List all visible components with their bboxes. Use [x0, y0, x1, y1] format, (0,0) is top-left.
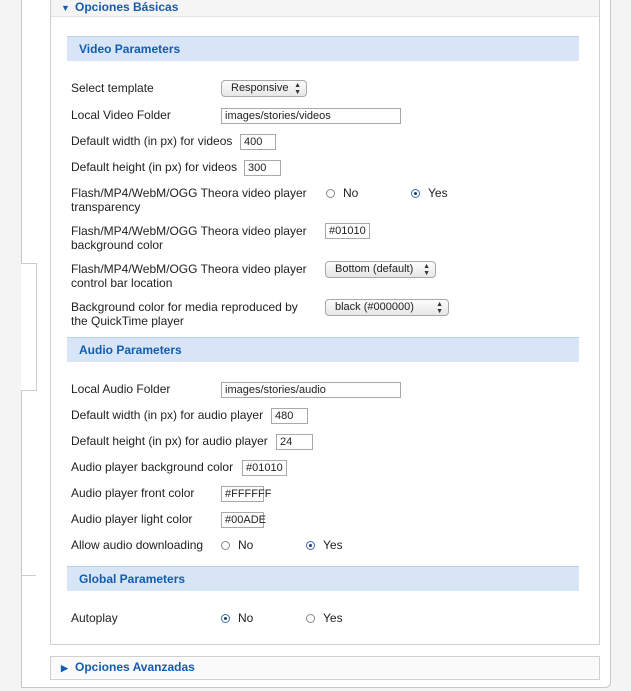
- updown-arrows-icon: ▲ ▼: [294, 82, 301, 96]
- local-audio-folder-input[interactable]: images/stories/audio: [221, 382, 401, 398]
- autoplay-no-label: No: [238, 611, 254, 625]
- quicktime-bg-value: black (#000000): [335, 301, 414, 313]
- controlbar-label-line2: control bar location: [71, 276, 173, 290]
- local-video-folder-label: Local Video Folder: [71, 108, 171, 122]
- autoplay-yes-option[interactable]: [306, 611, 343, 625]
- radio-on-icon[interactable]: [306, 541, 315, 550]
- global-parameters-header: Global Parameters: [67, 566, 579, 591]
- video-bgcolor-input[interactable]: #01010: [325, 223, 370, 239]
- divider: [22, 575, 36, 576]
- audio-bgcolor-label: Audio player background color: [71, 460, 234, 474]
- audio-width-label: Default width (in px) for audio player: [71, 408, 264, 422]
- quicktime-bg-label-line1: Background color for media reproduced by: [71, 300, 298, 314]
- audio-parameters-header: Audio Parameters: [67, 337, 579, 362]
- basic-options-toggle[interactable]: [51, 0, 599, 17]
- transparency-label-line2: transparency: [71, 200, 141, 214]
- radio-on-icon[interactable]: [221, 614, 230, 623]
- collapsed-triangle-icon: ▶: [61, 663, 68, 673]
- basic-options-section: [50, 0, 600, 645]
- controlbar-label: [71, 262, 307, 290]
- download-yes-label: Yes: [323, 538, 343, 552]
- autoplay-yes-label: Yes: [323, 611, 343, 625]
- radio-off-icon[interactable]: [221, 541, 230, 550]
- left-frame: [21, 263, 37, 391]
- video-bgcolor-label-line1: Flash/MP4/WebM/OGG Theora video player: [71, 224, 307, 238]
- audio-width-input[interactable]: 480: [271, 408, 308, 424]
- download-no-label: No: [238, 538, 254, 552]
- allow-download-label: Allow audio downloading: [71, 538, 204, 552]
- transparency-label: [71, 186, 307, 214]
- controlbar-label-line1: Flash/MP4/WebM/OGG Theora video player: [71, 262, 307, 276]
- updown-arrows-icon: ▲ ▼: [436, 301, 443, 315]
- audio-height-input[interactable]: 24: [276, 434, 313, 450]
- basic-options-title: Opciones Básicas: [75, 0, 179, 14]
- audio-light-color-label: Audio player light color: [71, 512, 193, 526]
- updown-arrows-icon: ▲ ▼: [423, 263, 430, 277]
- transparency-yes-label: Yes: [428, 186, 448, 200]
- default-video-width-input[interactable]: 400: [240, 134, 276, 150]
- expanded-triangle-icon: ▼: [61, 3, 70, 13]
- local-video-folder-input[interactable]: images/stories/videos: [221, 108, 401, 124]
- video-bgcolor-label: [71, 224, 307, 252]
- default-video-height-label: Default height (in px) for videos: [71, 160, 238, 174]
- audio-bgcolor-input[interactable]: #01010: [242, 460, 287, 476]
- audio-height-label: Default height (in px) for audio player: [71, 434, 268, 448]
- quicktime-bg-label: [71, 300, 298, 328]
- advanced-options-section: [50, 656, 600, 680]
- local-audio-folder-label: Local Audio Folder: [71, 382, 171, 396]
- transparency-no-label: No: [343, 186, 359, 200]
- audio-light-color-input[interactable]: #00ADE: [221, 512, 264, 528]
- advanced-options-toggle[interactable]: [51, 657, 599, 678]
- transparency-no-option[interactable]: [326, 186, 358, 200]
- quicktime-bg-label-line2: the QuickTime player: [71, 314, 184, 328]
- autoplay-label: Autoplay: [71, 611, 118, 625]
- radio-on-icon[interactable]: [411, 189, 420, 198]
- radio-off-icon[interactable]: [326, 189, 335, 198]
- quicktime-bg-dropdown[interactable]: [325, 299, 449, 316]
- select-template-label: Select template: [71, 81, 154, 95]
- controlbar-value: Bottom (default): [335, 263, 414, 275]
- autoplay-no-option[interactable]: [221, 611, 253, 625]
- download-no-option[interactable]: [221, 538, 253, 552]
- advanced-options-title: Opciones Avanzadas: [75, 660, 195, 674]
- audio-front-color-label: Audio player front color: [71, 486, 195, 500]
- video-parameters-header: Video Parameters: [67, 36, 579, 61]
- default-video-width-label: Default width (in px) for videos: [71, 134, 233, 148]
- video-bgcolor-label-line2: background color: [71, 238, 164, 252]
- audio-front-color-input[interactable]: #FFFFFF: [221, 486, 264, 502]
- select-template-dropdown[interactable]: [221, 80, 307, 97]
- default-video-height-input[interactable]: 300: [244, 160, 281, 176]
- controlbar-dropdown[interactable]: [325, 261, 436, 278]
- transparency-label-line1: Flash/MP4/WebM/OGG Theora video player: [71, 186, 307, 200]
- transparency-yes-option[interactable]: [411, 186, 448, 200]
- download-yes-option[interactable]: [306, 538, 343, 552]
- radio-off-icon[interactable]: [306, 614, 315, 623]
- select-template-value: Responsive: [231, 82, 289, 94]
